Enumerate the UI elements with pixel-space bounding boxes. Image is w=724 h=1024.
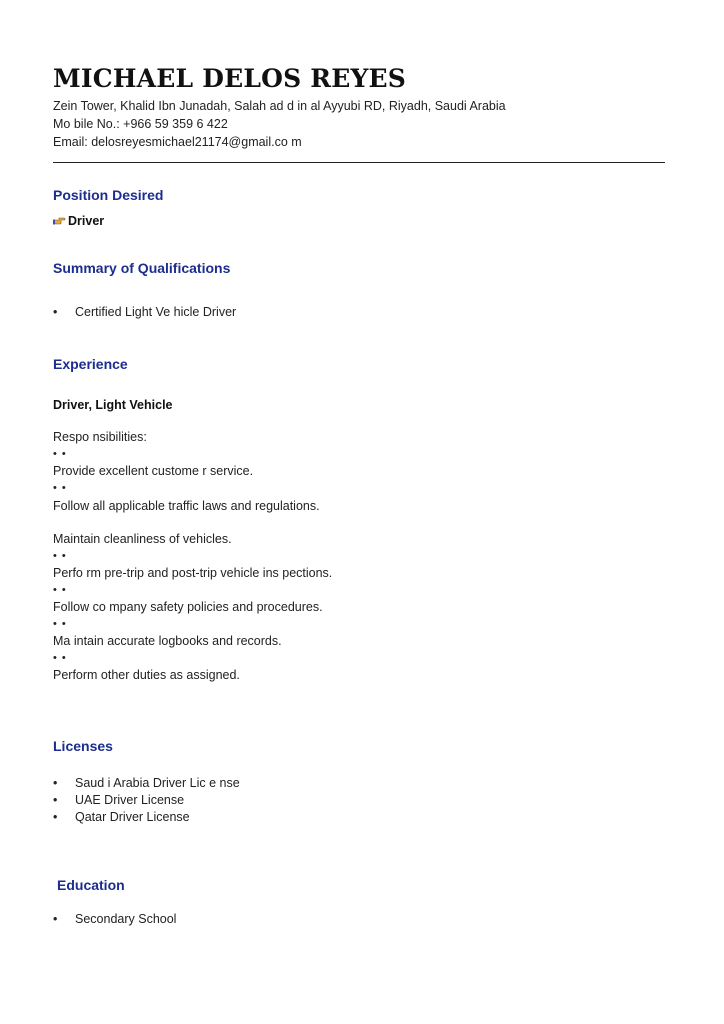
bullet-marks: • •: [53, 482, 67, 494]
duty-line: Follow co mpany safety policies and procedures.: [53, 600, 323, 614]
list-item: • UAE Driver License: [53, 793, 185, 807]
duty-line: Perfo rm pre-trip and post-trip vehicle ins pections.: [53, 566, 333, 580]
summary-list: [53, 304, 236, 321]
duty-line: Ma intain accurate logbooks and records.: [53, 634, 282, 648]
duty-line: Maintain cleanliness of vehicles.: [53, 532, 232, 546]
email-line: Email: delosreyesmichael21174@gmail.co m: [53, 135, 302, 149]
bullet-marks: • •: [53, 618, 67, 630]
position-desired: [53, 214, 104, 228]
duty-line: Provide excellent custome r service.: [53, 464, 254, 478]
duty-line: Follow all applicable traffic laws and regulations.: [53, 499, 320, 513]
summary-heading: Summary of Qualifications: [53, 260, 231, 276]
address-line: Zein Tower, Khalid Ibn Junadah, Salah ad d in al Ayyubi RD, Riyadh, Saudi Arabia: [53, 99, 506, 113]
licenses-list: [53, 775, 240, 826]
list-item: • Secondary School: [53, 912, 177, 926]
bullet-marks: • •: [53, 652, 67, 664]
mobile-line: Mo bile No.: +966 59 359 6 422: [53, 117, 228, 131]
bullet-marks: • •: [53, 550, 67, 562]
position-heading: Position Desired: [53, 187, 164, 203]
list-item: • Qatar Driver License: [53, 810, 190, 824]
header-divider: [53, 162, 665, 163]
job-title: Driver, Light Vehicle: [53, 398, 173, 412]
list-item: • Certified Light Ve hicle Driver: [53, 305, 237, 319]
bullet-marks: • •: [53, 584, 67, 596]
responsibilities-label: Respo nsibilities:: [53, 430, 147, 444]
experience-heading: Experience: [53, 356, 128, 372]
licenses-heading: Licenses: [53, 738, 113, 754]
position-value: Driver: [68, 214, 105, 228]
duty-line: Perform other duties as assigned.: [53, 668, 240, 682]
bullet-marks: • •: [53, 448, 67, 460]
pointing-hand-icon: [53, 215, 66, 226]
education-heading: Education: [57, 877, 125, 893]
education-list: [53, 911, 176, 928]
list-item: • Saud i Arabia Driver Lic e nse: [53, 776, 240, 790]
candidate-name: MICHAEL DELOS REYES: [53, 64, 407, 93]
